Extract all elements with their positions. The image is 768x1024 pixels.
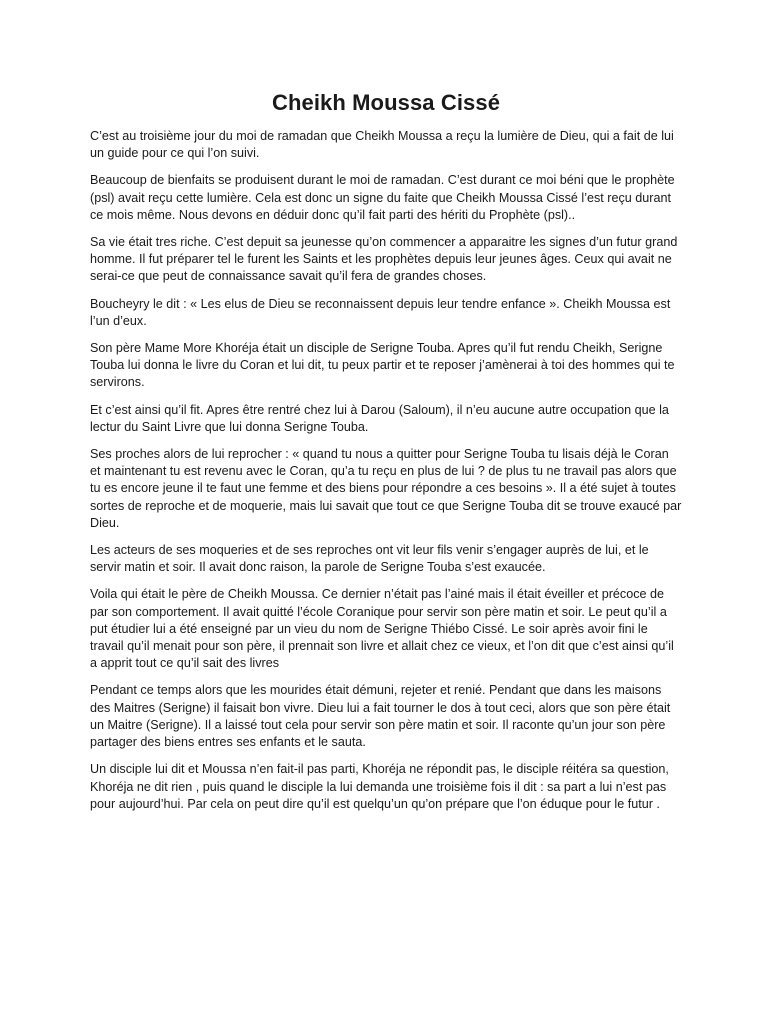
paragraph: Beaucoup de bienfaits se produisent durant le moi de ramadan. C’est durant ce moi béni que le prophète (psl) avait reçu cette lumière. Cela est donc un signe du faite que Cheikh Moussa Cissé l’est reçu durant ce mois même. Nous devons en déduir donc qu’il fait parti des hériti du Prophète (psl).. — [90, 173, 675, 222]
paragraph: Sa vie était tres riche. C’est depuit sa jeunesse qu’on commencer a apparaitre les signes d’un futur grand homme. Il fut préparer tel le furent les Saints et les prophètes depuis leur jeunes âges. Ceux qui avait ne serai-ce que peut de connaissance savait qu’il fera de grandes choses. — [90, 235, 678, 284]
paragraph: Voila qui était le père de Cheikh Moussa. Ce dernier n’était pas l’ainé mais il était éveiller et précoce de par son comportement. Il avait quitté l’école Coranique pour servir son père matin et soir. Le peut qu’il a put étudier lui a été enseigné par un vieu du nom de Serigne Thiébo Cissé. Le soir après avoir fini le travail qu’il menait pour son père, il prennait son livre et allait chez ce vieux, et l’on dit que c’est ainsi qu’il a apprit tout ce qu’il sait des livres — [90, 587, 674, 671]
paragraph: Un disciple lui dit et Moussa n’en fait-il pas parti, Khoréja ne répondit pas, le disciple réitéra sa question, Khoréja ne dit rien , puis quand le disciple la lui demanda une troisième fois il dit : sa part a lui n’est pas pour aujourd’hui. Par cela on peut dire qu’il est quelqu’un qu’on prépare que l’on éduque pour le futur . — [90, 762, 669, 811]
paragraph: Et c’est ainsi qu’il fit. Apres être rentré chez lui à Darou (Saloum), il n’eu aucune autre occupation que la lectur du Saint Livre que lui donna Serigne Touba. — [90, 402, 669, 434]
paragraph: C’est au troisième jour du moi de ramadan que Cheikh Moussa a reçu la lumière de Dieu, qui a fait de lui un guide pour ce qui l’on suivi. — [90, 129, 674, 161]
document-title: Cheikh Moussa Cissé — [271, 90, 501, 115]
paragraph: Pendant ce temps alors que les mourides était démuni, rejeter et renié. Pendant que dans les maisons des Maitres (Serigne) il faisait bon vivre. Dieu lui a fait tourner le dos à tout ceci, alors que son père était un Maitre (Serigne). Il a laissé tout cela pour servir son père matin et soir. Il raconte qu’un jour son père partager des biens entres ses enfants et le sauta. — [90, 683, 671, 750]
paragraph: Les acteurs de ses moqueries et de ses reproches ont vit leur fils venir s’engager auprès de lui, et le servir matin et soir. Il avait donc raison, la parole de Serigne Touba s’est exaucée. — [90, 543, 649, 575]
paragraph: Ses proches alors de lui reprocher : « quand tu nous a quitter pour Serigne Touba tu lisais déjà le Coran et maintenant tu est revenu avec le Coran, qu’a tu reçu en plus de lui ? de plus tu ne travail pas alors que tu es encore jeune il te faut une femme et des biens pour répondre a ces besoins ». Il a été sujet à toutes sortes de reproche et de moquerie, mais lui savait que tout ce que Serigne Touba dit se trouve exaucé par Dieu. — [90, 447, 682, 530]
document-page — [90, 88, 682, 823]
paragraph: Son père Mame More Khoréja était un disciple de Serigne Touba. Apres qu’il fut rendu Cheikh, Serigne Touba lui donna le livre du Coran et lui dit, tu peux partir et te reposer j’amènerai à toi des hommes qui te servirons. — [90, 341, 675, 390]
paragraph: Boucheyry le dit : « Les elus de Dieu se reconnaissent depuis leur tendre enfance ». Cheikh Moussa est l’un d’eux. — [90, 296, 671, 328]
